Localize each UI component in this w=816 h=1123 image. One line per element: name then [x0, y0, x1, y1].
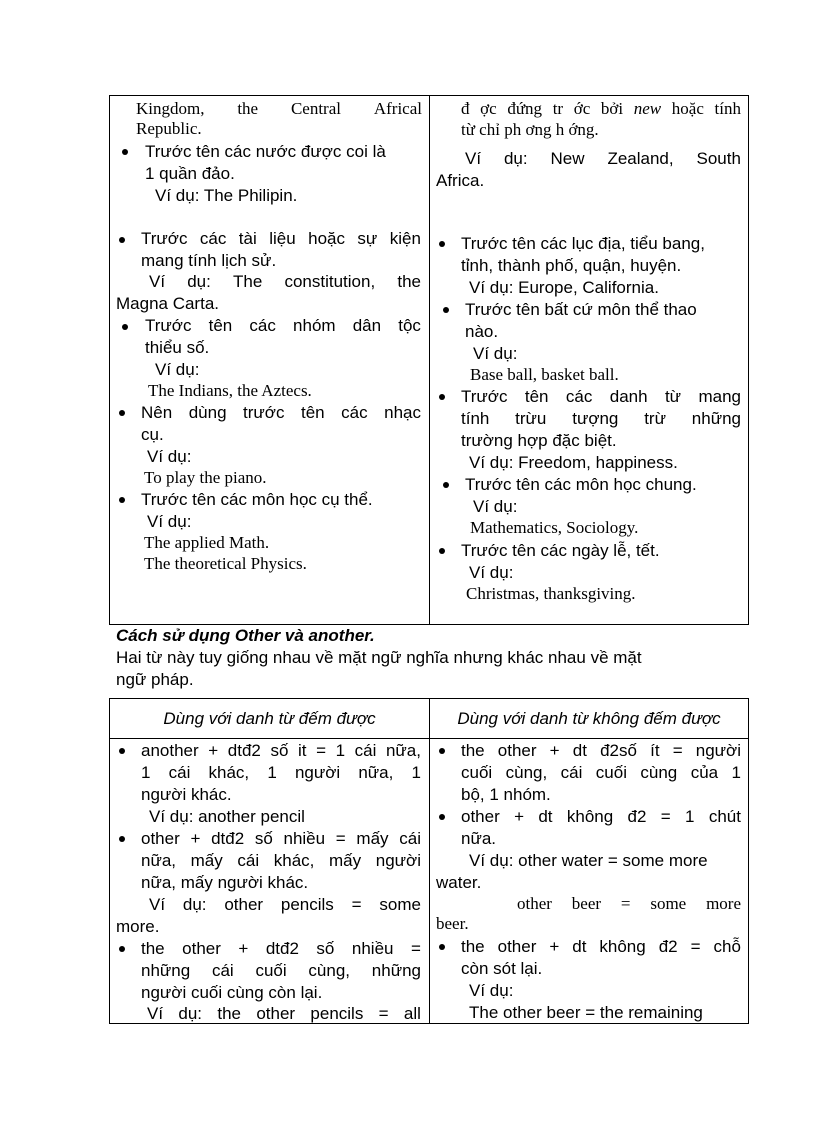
word: cuối [595, 763, 627, 782]
header-countable: Dùng với danh từ đếm được [163, 709, 376, 728]
text-line: Trước tên các môn học chung. [465, 475, 697, 494]
word: không [599, 937, 646, 956]
word: đứng [507, 99, 543, 118]
word: 1 [411, 763, 421, 782]
left-column [110, 96, 429, 624]
word: dụ: [503, 149, 528, 168]
bullet-icon [439, 944, 445, 950]
word: cái [237, 851, 260, 870]
word: người [294, 763, 341, 782]
example-line [149, 271, 421, 293]
word: other [517, 894, 552, 913]
word: dtđ2 [265, 939, 299, 958]
word: another [141, 741, 199, 760]
word: ợc [480, 99, 497, 118]
word: + [514, 807, 525, 826]
word: tên [300, 403, 325, 422]
table-articles [109, 95, 749, 625]
text-line [461, 762, 741, 784]
word: other [182, 939, 221, 958]
example-value: Base ball, basket ball. [470, 365, 619, 384]
word: cùng, [505, 763, 548, 782]
example-line [149, 894, 421, 916]
example-label: Ví dụ: [147, 512, 192, 531]
text-line [141, 762, 421, 784]
word: more [706, 894, 741, 913]
example-line [147, 1003, 421, 1025]
word: constitution, [284, 272, 376, 291]
word: hoặc [308, 229, 345, 248]
word: tên [208, 316, 233, 335]
word: trừu [515, 409, 547, 428]
word: beer [571, 894, 602, 913]
word: other [224, 895, 264, 914]
text-line [141, 228, 421, 250]
word: + [208, 741, 219, 760]
word: các [565, 387, 593, 406]
text-line: 1 quần đảo. [145, 164, 235, 183]
word: bởi [600, 99, 624, 118]
text-line [461, 99, 741, 119]
word: người [695, 741, 741, 760]
word: + [238, 939, 249, 958]
word: mấy [356, 829, 389, 848]
word: other [497, 937, 537, 956]
word: 1 [335, 741, 346, 760]
word: = [620, 894, 631, 913]
text-line: Trước tên các nước được coi là [145, 142, 386, 161]
word: cuối [461, 763, 493, 782]
word: dụ: [182, 895, 207, 914]
bullet-icon [119, 237, 125, 243]
word: other [497, 741, 537, 760]
word: Trước [145, 316, 192, 335]
word: những [691, 409, 741, 428]
word: nhiều [283, 829, 326, 848]
word: = [690, 937, 701, 956]
word: Zealand, [607, 149, 674, 168]
word: + [549, 937, 560, 956]
word: dt [572, 741, 587, 760]
example-line: Magna Carta. [116, 294, 219, 313]
example-label: Ví dụ: [469, 563, 514, 582]
word: đ2 [627, 807, 647, 826]
example-label: Ví dụ: [473, 497, 518, 516]
text-line: mang tính lịch sử. [141, 251, 277, 270]
word: số [316, 939, 335, 958]
word: nữa, [385, 741, 421, 760]
text-line [141, 960, 421, 982]
word: 1 [685, 807, 695, 826]
word: pencils [310, 1004, 364, 1023]
word: = [660, 807, 671, 826]
text-line: Trước tên bất cứ môn thể thao [465, 300, 697, 319]
word: + [190, 829, 201, 848]
word: cái [399, 829, 421, 848]
text-line [145, 315, 421, 337]
word: đ [461, 99, 470, 118]
example-value: The applied Math. [144, 533, 270, 552]
word: the [461, 937, 485, 956]
example-label: Ví dụ: [147, 447, 192, 466]
word: + [549, 741, 560, 760]
word: tài [238, 229, 257, 248]
word: tr [552, 99, 564, 118]
word: 1 [141, 763, 151, 782]
word: Trước [461, 387, 508, 406]
word: tộc [398, 316, 421, 335]
bullet-icon [122, 149, 128, 155]
text-line [461, 408, 741, 430]
word: the [461, 741, 485, 760]
word: = [335, 829, 346, 848]
word: Ví [149, 895, 166, 914]
text-line: còn sót lại. [461, 959, 543, 978]
text-line [136, 99, 422, 119]
word: khác, [208, 763, 250, 782]
text-line: tỉnh, thành phố, quận, huyện. [461, 256, 682, 275]
bullet-icon [119, 410, 125, 416]
text-line [461, 740, 741, 762]
text-line: nào. [465, 322, 499, 341]
bullet-icon [443, 307, 449, 313]
word: dt [572, 937, 587, 956]
word: mấy [329, 851, 362, 870]
word: cái [560, 763, 583, 782]
text-line [461, 936, 741, 958]
example-label: Ví dụ: [473, 344, 518, 363]
example-label: Ví dụ: [469, 981, 514, 1000]
word: dt [538, 807, 553, 826]
intro-text: ngữ pháp. [116, 670, 194, 689]
word: dân [352, 316, 382, 335]
text-line [461, 386, 741, 408]
word: = [351, 895, 362, 914]
word: ít [650, 741, 660, 760]
word: pencils [280, 895, 334, 914]
word: South [696, 149, 741, 168]
word: = [411, 939, 421, 958]
text-line: thiểu số. [145, 338, 210, 357]
text-line: nữa, mấy người khác. [141, 873, 309, 892]
text-line [141, 828, 421, 850]
word: hoặc [671, 99, 704, 118]
word: Ví [149, 272, 166, 291]
word: mang [698, 387, 741, 406]
right-column [430, 96, 748, 624]
bullet-icon [443, 482, 449, 488]
word: 1 [731, 763, 741, 782]
example-label: Ví dụ: [155, 360, 200, 379]
word: the [217, 1004, 241, 1023]
word: new [633, 99, 662, 118]
bullet-icon [439, 241, 445, 247]
word: cái [168, 763, 191, 782]
text-line: bộ, 1 nhóm. [461, 785, 551, 804]
example-line: Ví dụ: other water = some more [469, 851, 708, 870]
word: Ví [147, 1004, 164, 1023]
word: some [379, 895, 421, 914]
word: trừ [644, 409, 666, 428]
bullet-icon [119, 946, 125, 952]
word: các [249, 316, 276, 335]
text-line: Trước tên các môn học cụ thể. [141, 490, 373, 509]
word: The [233, 272, 263, 291]
word: all [403, 1004, 421, 1023]
word: trước [243, 403, 285, 422]
word: = [378, 1004, 389, 1023]
word: some [650, 894, 687, 913]
word: tên [524, 387, 549, 406]
word: dtđ2 [227, 741, 261, 760]
word: từ [664, 387, 682, 406]
word: = [672, 741, 683, 760]
word: số [254, 829, 273, 848]
example-line: beer. [436, 914, 469, 933]
text-line: Trước tên các lục địa, tiểu bang, [461, 234, 705, 253]
word: mấy [190, 851, 223, 870]
text-line: nữa. [461, 829, 497, 848]
word: nhạc [384, 403, 421, 422]
example-line: Africa. [436, 171, 485, 190]
word: các [341, 403, 368, 422]
example-line: water. [436, 873, 482, 892]
word: other [461, 807, 500, 826]
word: chút [708, 807, 741, 826]
word: chỗ [713, 937, 741, 956]
section-heading: Cách sử dụng Other và another. [116, 626, 375, 645]
intro-text: Hai từ này tuy giống nhau về mặt ngữ nghĩa nhưng khác nhau về mặt [116, 648, 642, 667]
example-line: more. [116, 917, 160, 936]
word: không [566, 807, 614, 826]
word: other [256, 1004, 296, 1023]
text-line: người cuối cùng còn lại. [141, 983, 323, 1002]
text-line [141, 740, 421, 762]
example-line: Ví dụ: The Philipin. [155, 186, 298, 205]
word: các [199, 229, 227, 248]
text-line: cụ. [141, 425, 164, 444]
word: it [297, 741, 307, 760]
header-uncountable: Dùng với danh từ không đếm được [457, 709, 721, 728]
word: Trước [141, 229, 188, 248]
word: cùng, [308, 961, 351, 980]
bullet-icon [439, 814, 445, 820]
left-column [110, 739, 429, 1029]
word: liệu [269, 229, 296, 248]
example-line: Ví dụ: Europe, California. [469, 278, 659, 297]
word: other [141, 829, 180, 848]
text-line: người khác. [141, 785, 232, 804]
word: cùng [640, 763, 678, 782]
word: Africal [373, 99, 422, 118]
word: kiện [389, 229, 421, 248]
text-line [141, 402, 421, 424]
text-line: Trước tên các ngày lễ, tết. [461, 541, 660, 560]
example-line [465, 148, 741, 170]
word: tượng [572, 409, 619, 428]
word: dụ: [187, 272, 211, 291]
word: đ2số [600, 741, 637, 760]
example-line: Ví dụ: Freedom, happiness. [469, 453, 678, 472]
bullet-icon [119, 748, 125, 754]
word: người [375, 851, 421, 870]
bullet-icon [439, 548, 445, 554]
text-line [141, 938, 421, 960]
word: tính [461, 409, 490, 428]
word: danh [609, 387, 648, 406]
example-value: Mathematics, Sociology. [470, 518, 639, 537]
word: the [141, 939, 165, 958]
word: nữa, [141, 851, 177, 870]
bullet-icon [119, 836, 125, 842]
word: New [550, 149, 585, 168]
example-line: Ví dụ: another pencil [149, 807, 305, 826]
right-column [430, 739, 748, 1029]
word: 1 [267, 763, 277, 782]
word: dụ: [178, 1004, 203, 1023]
word: tính [714, 99, 741, 118]
word: cái [211, 961, 234, 980]
text-line: trường hợp đặc biệt. [461, 431, 617, 450]
text-line [461, 806, 741, 828]
example-value: The other beer = the remaining [469, 1003, 703, 1022]
word: nhóm [293, 316, 336, 335]
word: những [141, 961, 191, 980]
word: dùng [188, 403, 227, 422]
example-value: The theoretical Physics. [144, 554, 307, 573]
word: Ví [465, 149, 482, 168]
example-line [517, 894, 741, 914]
bullet-icon [439, 394, 445, 400]
word: nhiều [351, 939, 394, 958]
word: đ2 [658, 937, 678, 956]
word: Kingdom, [136, 99, 205, 118]
text-line: Republic. [136, 119, 202, 138]
word: Nên [141, 403, 173, 422]
word: khác, [273, 851, 315, 870]
word: the [237, 99, 259, 118]
word: nữa, [358, 763, 394, 782]
text-line: từ chỉ ph ơng h ớng. [461, 120, 599, 139]
word: sự [357, 229, 378, 248]
example-value: To play the piano. [144, 468, 267, 487]
bullet-icon [122, 324, 128, 330]
table-other-another [109, 698, 749, 1024]
word: Central [290, 99, 341, 118]
word: = [316, 741, 326, 760]
example-value: The Indians, the Aztecs. [148, 381, 312, 400]
word: ớc [573, 99, 591, 118]
bullet-icon [119, 497, 125, 503]
word: những [371, 961, 421, 980]
text-line [141, 850, 421, 872]
word: cuối [255, 961, 287, 980]
example-value: Christmas, thanksgiving. [466, 584, 636, 603]
word: dtđ2 [211, 829, 245, 848]
word: của [690, 763, 719, 782]
word: số [270, 741, 289, 760]
word: the [397, 272, 421, 291]
word: cái [354, 741, 377, 760]
bullet-icon [439, 748, 445, 754]
